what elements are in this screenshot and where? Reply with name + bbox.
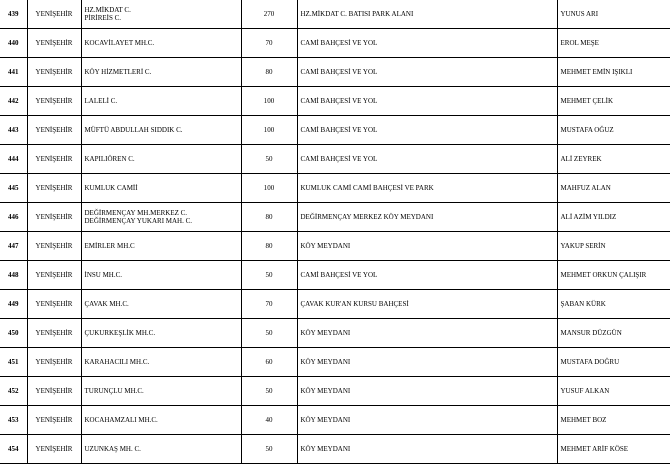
person-cell: ALİ ZEYREK — [557, 145, 670, 174]
area-cell: 50 — [241, 145, 297, 174]
row-number-cell: 443 — [0, 116, 27, 145]
location-cell — [81, 435, 241, 464]
person-cell: YAKUP SERİN — [557, 232, 670, 261]
person-cell: MEHMET EMİN IŞIKLI — [557, 58, 670, 87]
area-cell: 50 — [241, 319, 297, 348]
table-row — [0, 261, 670, 290]
district-cell: YENİŞEHİR — [27, 174, 81, 203]
row-number-cell: 450 — [0, 319, 27, 348]
area-cell: 70 — [241, 29, 297, 58]
district-cell: YENİŞEHİR — [27, 435, 81, 464]
location-line: DEĞİRMENÇAY YUKARI MAH. C. — [84, 217, 193, 225]
table-row — [0, 319, 670, 348]
location-line: MÜFTÜ ABDULLAH SIDDIK C. — [84, 126, 183, 134]
description-cell: CAMİ BAHÇESİ VE YOL — [297, 87, 557, 116]
location-cell — [81, 203, 241, 232]
row-number-cell: 449 — [0, 290, 27, 319]
person-cell: YUSUF ALKAN — [557, 377, 670, 406]
person-cell: MUSTAFA OĞUZ — [557, 116, 670, 145]
location-cell — [81, 377, 241, 406]
row-number-cell: 448 — [0, 261, 27, 290]
location-cell — [81, 145, 241, 174]
person-cell: MEHMET ARİF KÖSE — [557, 435, 670, 464]
person-cell: MUSTAFA DOĞRU — [557, 348, 670, 377]
location-line: İNSU MH.C. — [84, 271, 123, 279]
area-cell: 40 — [241, 406, 297, 435]
location-cell — [81, 87, 241, 116]
location-line: KOCAVİLAYET MH.C. — [84, 39, 155, 47]
description-cell: KÖY MEYDANI — [297, 348, 557, 377]
table-row — [0, 29, 670, 58]
district-cell: YENİŞEHİR — [27, 290, 81, 319]
row-number-cell: 454 — [0, 435, 27, 464]
description-cell: CAMİ BAHÇESİ VE YOL — [297, 116, 557, 145]
description-cell: KÖY MEYDANI — [297, 406, 557, 435]
district-cell: YENİŞEHİR — [27, 29, 81, 58]
row-number-cell: 446 — [0, 203, 27, 232]
table-row — [0, 435, 670, 464]
table-row — [0, 203, 670, 232]
location-line: ÇAVAK MH.C. — [84, 300, 129, 308]
description-cell: CAMİ BAHÇESİ VE YOL — [297, 29, 557, 58]
table-row — [0, 87, 670, 116]
description-cell: KÖY MEYDANI — [297, 319, 557, 348]
table-row — [0, 116, 670, 145]
description-cell: DEĞİRMENÇAY MERKEZ KÖY MEYDANI — [297, 203, 557, 232]
row-number-cell: 452 — [0, 377, 27, 406]
description-cell: CAMİ BAHÇESİ VE YOL — [297, 58, 557, 87]
row-number-cell: 447 — [0, 232, 27, 261]
location-line: KÖY HİZMETLERİ C. — [84, 68, 152, 76]
row-number-cell: 441 — [0, 58, 27, 87]
location-line: UZUNKAŞ MH. C. — [84, 445, 141, 453]
area-cell: 270 — [241, 0, 297, 29]
row-number-cell: 445 — [0, 174, 27, 203]
district-cell: YENİŞEHİR — [27, 319, 81, 348]
district-cell: YENİŞEHİR — [27, 406, 81, 435]
location-line: LALELİ C. — [84, 97, 118, 105]
person-cell: EROL MEŞE — [557, 29, 670, 58]
location-line: KOCAHAMZALI MH.C. — [84, 416, 158, 424]
location-cell — [81, 348, 241, 377]
person-cell: MANSUR DÜZGÜN — [557, 319, 670, 348]
person-cell: MEHMET BOZ — [557, 406, 670, 435]
area-cell: 70 — [241, 290, 297, 319]
location-cell — [81, 174, 241, 203]
person-cell: ŞABAN KÜRK — [557, 290, 670, 319]
location-cell — [81, 232, 241, 261]
location-line: DEĞİRMENÇAY MH.MERKEZ C. — [84, 209, 188, 217]
table-row — [0, 145, 670, 174]
area-cell: 80 — [241, 203, 297, 232]
area-cell: 50 — [241, 261, 297, 290]
location-cell — [81, 261, 241, 290]
location-line: ÇUKURKEŞLİK MH.C. — [84, 329, 156, 337]
table-row — [0, 232, 670, 261]
row-number-cell: 451 — [0, 348, 27, 377]
description-cell: KÖY MEYDANI — [297, 232, 557, 261]
table-row — [0, 0, 670, 29]
location-line: EMİRLER MH.C — [84, 242, 135, 250]
area-cell: 60 — [241, 348, 297, 377]
description-cell: ÇAVAK KUR'AN KURSU BAHÇESİ — [297, 290, 557, 319]
area-cell: 50 — [241, 377, 297, 406]
description-cell: KUMLUK CAMİ CAMİ BAHÇESİ VE PARK — [297, 174, 557, 203]
location-line: HZ.MİKDAT C. — [84, 6, 131, 14]
district-cell: YENİŞEHİR — [27, 0, 81, 29]
district-cell: YENİŞEHİR — [27, 116, 81, 145]
row-number-cell: 444 — [0, 145, 27, 174]
area-cell: 100 — [241, 174, 297, 203]
district-cell: YENİŞEHİR — [27, 203, 81, 232]
table-row — [0, 290, 670, 319]
district-cell: YENİŞEHİR — [27, 261, 81, 290]
district-cell: YENİŞEHİR — [27, 377, 81, 406]
location-cell — [81, 319, 241, 348]
location-cell — [81, 406, 241, 435]
person-cell: MAHFUZ ALAN — [557, 174, 670, 203]
district-cell: YENİŞEHİR — [27, 348, 81, 377]
description-cell: CAMİ BAHÇESİ VE YOL — [297, 261, 557, 290]
location-cell — [81, 0, 241, 29]
location-line: KUMLUK CAMİİ — [84, 184, 138, 192]
location-line: KARAHACILI MH.C. — [84, 358, 150, 366]
description-cell: KÖY MEYDANI — [297, 435, 557, 464]
description-cell: KÖY MEYDANI — [297, 377, 557, 406]
location-line: PİRİREİS C. — [84, 14, 122, 22]
district-cell: YENİŞEHİR — [27, 145, 81, 174]
table-row — [0, 58, 670, 87]
district-cell: YENİŞEHİR — [27, 58, 81, 87]
description-cell: HZ.MİKDAT C. BATISI PARK ALANI — [297, 0, 557, 29]
row-number-cell: 453 — [0, 406, 27, 435]
area-cell: 100 — [241, 87, 297, 116]
location-cell — [81, 58, 241, 87]
table-row — [0, 406, 670, 435]
location-cell — [81, 29, 241, 58]
table-row — [0, 348, 670, 377]
table-row — [0, 174, 670, 203]
location-line: KAPILIÖREN C. — [84, 155, 135, 163]
person-cell: MEHMET ÇELİK — [557, 87, 670, 116]
row-number-cell: 442 — [0, 87, 27, 116]
row-number-cell: 439 — [0, 0, 27, 29]
location-cell — [81, 290, 241, 319]
table-row — [0, 377, 670, 406]
area-cell: 100 — [241, 116, 297, 145]
area-cell: 80 — [241, 232, 297, 261]
district-cell: YENİŞEHİR — [27, 232, 81, 261]
district-cell: YENİŞEHİR — [27, 87, 81, 116]
area-cell: 50 — [241, 435, 297, 464]
row-number-cell: 440 — [0, 29, 27, 58]
description-cell: CAMİ BAHÇESİ VE YOL — [297, 145, 557, 174]
location-line: TURUNÇLU MH.C. — [84, 387, 144, 395]
person-cell: ALİ AZİM YILDIZ — [557, 203, 670, 232]
location-cell — [81, 116, 241, 145]
person-cell: MEHMET ORKUN ÇALIŞIR — [557, 261, 670, 290]
person-cell: YUNUS ARI — [557, 0, 670, 29]
area-cell: 80 — [241, 58, 297, 87]
